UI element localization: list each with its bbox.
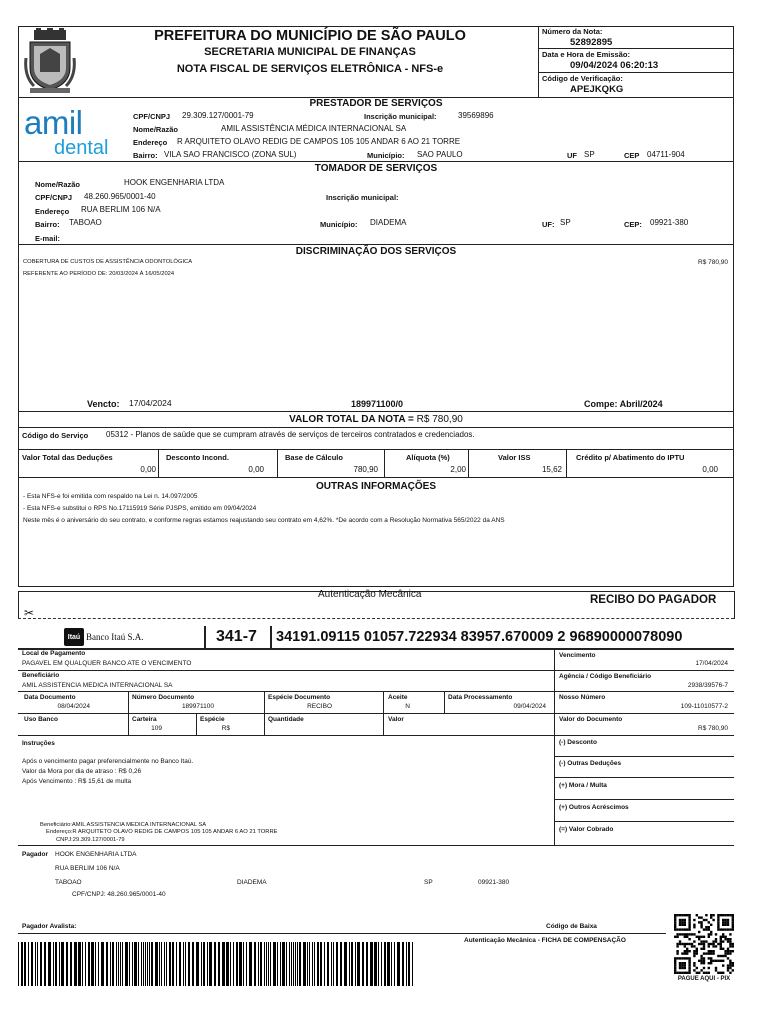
prestador-bairro: VILA SAO FRANCISCO (ZONA SUL) — [164, 150, 297, 159]
autenticacao-label: Autenticação Mecânica — [318, 589, 422, 600]
beneficiario-line-2: Endereço:R ARQUITETO OLAVO REDIG DE CAMPOS 105 105 ANDAR 6 AO 21 TORRE — [46, 829, 278, 835]
emissao-label: Data e Hora de Emissão: — [542, 50, 630, 59]
aliquota-value: 2,00 — [450, 465, 466, 474]
discriminacao-line-2: REFERENTE AO PERÍODO DE: 20/03/2024 À 16/05/2024 — [23, 271, 175, 277]
doc-title: NOTA FISCAL DE SERVIÇOS ELETRÔNICA - NFS-e — [176, 63, 444, 75]
base-calculo-value: 780,90 — [353, 465, 378, 474]
page-title: PREFEITURA DO MUNICÍPIO DE SÃO PAULO — [154, 28, 466, 44]
tomador-heading: TOMADOR DE SERVIÇOS — [314, 163, 438, 174]
prestador-cep: 04711-904 — [647, 150, 685, 159]
compe-value: Compe: Abril/2024 — [584, 399, 663, 409]
boleto-beneficiario: AMIL ASSISTENCIA MEDICA INTERNACIONAL SA — [22, 682, 173, 689]
tomador-bairro: TABOAO — [69, 218, 102, 227]
carteira: 109 — [151, 725, 162, 732]
especie: R$ — [221, 725, 230, 732]
valor-documento: R$ 780,90 — [698, 725, 728, 732]
page-subtitle: SECRETARIA MUNICIPAL DE FINANÇAS — [204, 46, 416, 58]
bank-code: 341-7 — [216, 628, 257, 645]
prestador-endereco: R ARQUITETO OLAVO REDIG DE CAMPOS 105 105 ANDAR 6 AO 21 TORRE — [177, 137, 461, 146]
data-documento: 08/04/2024 — [57, 703, 90, 710]
prestador-cpf: 29.309.127/0001-79 — [182, 111, 254, 120]
instrucao-1: Após o vencimento pagar preferencialmente no Banco Itaú. — [22, 758, 194, 765]
emissao-value: 09/04/2024 06:20:13 — [570, 60, 659, 71]
pagador-endereco: RUA BERLIM 106 N/A — [55, 865, 120, 872]
valor-total-value: R$ 780,90 — [416, 414, 463, 425]
aceite: N — [405, 703, 410, 710]
tomador-cep: 09921-380 — [650, 218, 689, 227]
outras-line-1: - Esta NFS-e foi emitida com respaldo na Lei n. 14.097/2005 — [23, 493, 198, 500]
numero-value: 52892895 — [570, 37, 613, 48]
nosso-numero: 109-11010577-2 — [680, 703, 728, 710]
discriminacao-heading: DISCRIMINAÇÃO DOS SERVIÇOS — [295, 246, 457, 257]
local-pagamento: PAGAVEL EM QUALQUER BANCO ATE O VENCIMENTO — [22, 660, 192, 667]
prestador-nome: AMIL ASSISTÊNCIA MÉDICA INTERNACIONAL SA — [221, 124, 407, 133]
discriminacao-valor: R$ 780,90 — [698, 259, 728, 266]
pagador-cidade: DIADEMA — [237, 879, 267, 886]
verificacao-label: Código de Verificação: — [542, 74, 623, 83]
prestador-heading: PRESTADOR DE SERVIÇOS — [309, 98, 443, 109]
prestador-municipio: SAO PAULO — [417, 150, 463, 159]
tomador-endereco: RUA BERLIM 106 N/A — [81, 205, 161, 214]
pagador-uf: SP — [424, 879, 433, 886]
valor-iss-value: 15,62 — [541, 465, 562, 474]
pagador-cnpj: CPF/CNPJ: 48.260.965/0001-40 — [72, 891, 166, 898]
bank-name: Banco Itaú S.A. — [86, 632, 144, 642]
barcode — [18, 942, 418, 986]
pix-label: PAGUE AQUI - PIX — [677, 976, 731, 982]
tomador-cpf: 48.260.965/0001-40 — [84, 192, 156, 201]
boleto-vencimento: 17/04/2024 — [695, 660, 728, 667]
prestador-uf: SP — [584, 150, 595, 159]
tomador-uf: SP — [560, 218, 571, 227]
verificacao-value: APEJKQKG — [570, 84, 624, 95]
beneficiario-line-3: CNPJ:29.309.127/0001-79 — [56, 837, 125, 843]
nfse-box — [18, 26, 734, 587]
valor-total: VALOR TOTAL DA NOTA = R$ 780,90 — [289, 414, 463, 425]
prestador-im: 39569896 — [458, 111, 494, 120]
amil-logo: amil dental — [24, 104, 109, 159]
linha-digitavel: 34191.09115 01057.722934 83957.670009 2 96890000078090 — [276, 629, 683, 645]
recibo-pagador-label: RECIBO DO PAGADOR — [590, 594, 717, 606]
pagador-bairro: TABOAO — [55, 879, 82, 886]
outras-line-3: Neste mês é o aniversário do seu contrato, e conforme regras estamos reajustando seu contrato em 4,62%. *De acordo com a Resolução Normativa 565/2022 da ANS — [23, 517, 505, 524]
cut-line — [18, 618, 734, 619]
tomador-nome: HOOK ENGENHARIA LTDA — [124, 178, 225, 187]
numero-label: Número da Nota: — [542, 27, 603, 36]
beneficiario-line-1: Beneficiário:AMIL ASSISTENCIA MEDICA INTERNACIONAL SA — [40, 822, 207, 828]
outras-heading: OUTRAS INFORMAÇÕES — [316, 481, 436, 492]
instrucao-3: Após Vencimento : R$ 15,61 de multa — [22, 778, 132, 785]
data-processamento: 09/04/2024 — [513, 703, 546, 710]
tomador-municipio: DIADEMA — [370, 218, 407, 227]
ficha-compensacao-label: Autenticação Mecânica - FICHA DE COMPENSAÇÃO — [464, 937, 626, 944]
pix-qr-code[interactable] — [674, 914, 734, 974]
discriminacao-line-1: COBERTURA DE CUSTOS DE ASSISTÊNCIA ODONTOLÓGICA — [23, 259, 193, 265]
referencia-value: 189971100/0 — [351, 399, 404, 409]
desconto-value: 0,00 — [248, 465, 264, 474]
numero-documento: 189971100 — [181, 703, 214, 710]
outras-line-2: - Esta NFS-e substitui o RPS No.17115919 Série PJSPS, emitido em 09/04/2024 — [23, 505, 257, 512]
instrucao-2: Valor da Mora por dia de atraso : R$ 0,26 — [22, 768, 142, 775]
scissors-icon: ✂ — [24, 606, 35, 620]
pagador-cep: 09921-380 — [478, 879, 510, 886]
itau-logo: Itaú — [64, 628, 84, 646]
especie-documento: RECIBO — [307, 703, 332, 710]
deducoes-value: 0,00 — [140, 465, 156, 474]
pagador-nome: HOOK ENGENHARIA LTDA — [55, 851, 137, 858]
vencimento-value: 17/04/2024 — [129, 398, 172, 408]
city-coat-of-arms-icon — [24, 28, 76, 94]
credito-iptu-value: 0,00 — [702, 465, 718, 474]
codigo-servico: 05312 - Planos de saúde que se cumpram através de serviços de terceiros contratados e credenciados. — [106, 430, 475, 439]
boleto-agencia: 2938/39576-7 — [687, 682, 728, 689]
